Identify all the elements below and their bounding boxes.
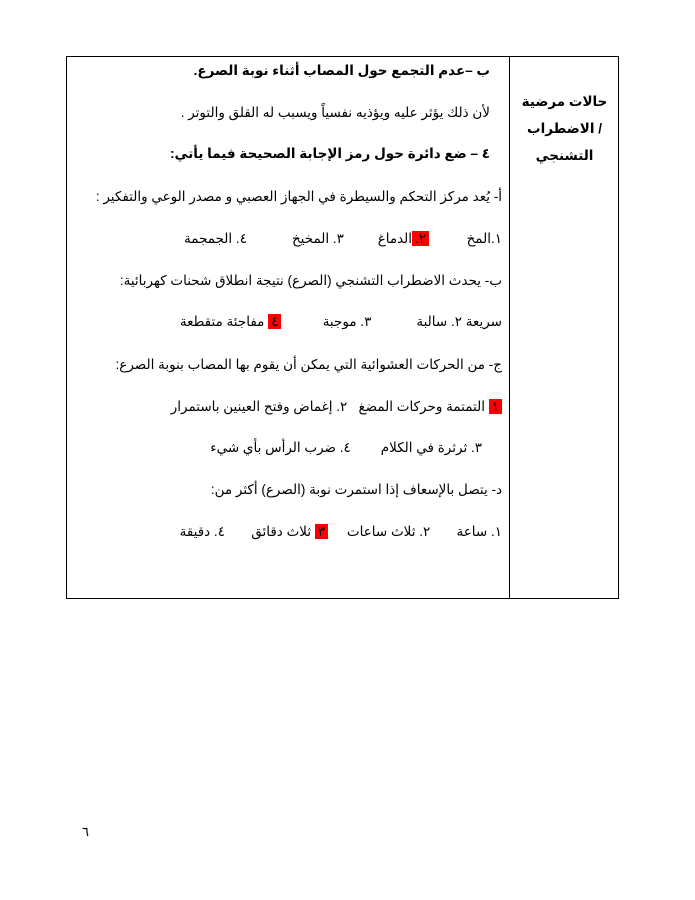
answer-marker-d: ٣ [315, 524, 328, 539]
item-b-reason: لأن ذلك يؤثر عليه ويؤذيه نفسياً ويسبب له القلق والتوتر . [180, 105, 490, 120]
option-a1: ١.المخ [466, 231, 502, 246]
option-c1: التمتمة وحركات المضغ [358, 399, 485, 414]
question-d-stem: د- يتصل بالإسعاف إذا استمرت نوبة (الصرع) أكثر من: [210, 482, 502, 497]
side-heading-line3: التشنجي [535, 148, 594, 163]
question-d-options [180, 523, 502, 541]
page-number: ٦ [82, 824, 89, 839]
option-a2: الدماغ [377, 231, 413, 246]
option-c4: ٤. ضرب الرأس بأي شيء [210, 440, 351, 455]
option-d3: ثلاث دقائق [251, 524, 312, 539]
side-heading-line2: / الاضطراب [527, 121, 602, 136]
answer-marker-a: ٢. [412, 231, 429, 246]
option-c3: ٣. ثرثرة في الكلام [380, 440, 482, 455]
question-c-stem: ج- من الحركات العشوائية التي يمكن أن يقوم بها المصاب بنوبة الصرع: [115, 357, 502, 372]
option-d1: ١. ساعة [456, 524, 502, 539]
question-c-options-row2 [210, 439, 482, 457]
option-b3: ٣. موجبة [322, 314, 372, 329]
question-c-options-row1 [171, 398, 502, 416]
answer-marker-b: ٤ [268, 314, 281, 329]
option-b1-b2: سريعة ٢. سالبة [416, 314, 502, 329]
side-heading [510, 88, 619, 169]
option-c2: ٢. إغماض وفتح العينين باستمرار [170, 399, 348, 414]
question-b-options [180, 313, 502, 331]
item-b-title: ب –عدم التجمع حول المصاب أثناء نوبة الصرع. [193, 63, 490, 78]
question-a-options [184, 230, 502, 248]
question-a-stem: أ- يُعد مركز التحكم والسيطرة في الجهاز العصبي و مصدر الوعي والتفكير : [95, 189, 502, 204]
option-d4: ٤. دقيقة [179, 524, 225, 539]
option-a3: ٣. المخيخ [291, 231, 344, 246]
question4-title: ٤ – ضع دائرة حول رمز الإجابة الصحيحة فيما يأتي: [170, 146, 490, 161]
option-a4: ٤. الجمجمة [184, 231, 247, 246]
option-b4: مفاجئة متقطعة [179, 314, 265, 329]
side-heading-line1: حالات مرضية [521, 94, 608, 109]
question-b-stem: ب- يحدث الاضطراب التشنجي (الصرع) نتيجة انطلاق شحنات كهربائية: [119, 273, 502, 288]
option-d2: ٢. ثلاث ساعات [346, 524, 431, 539]
answer-marker-c: ١ [489, 399, 502, 414]
